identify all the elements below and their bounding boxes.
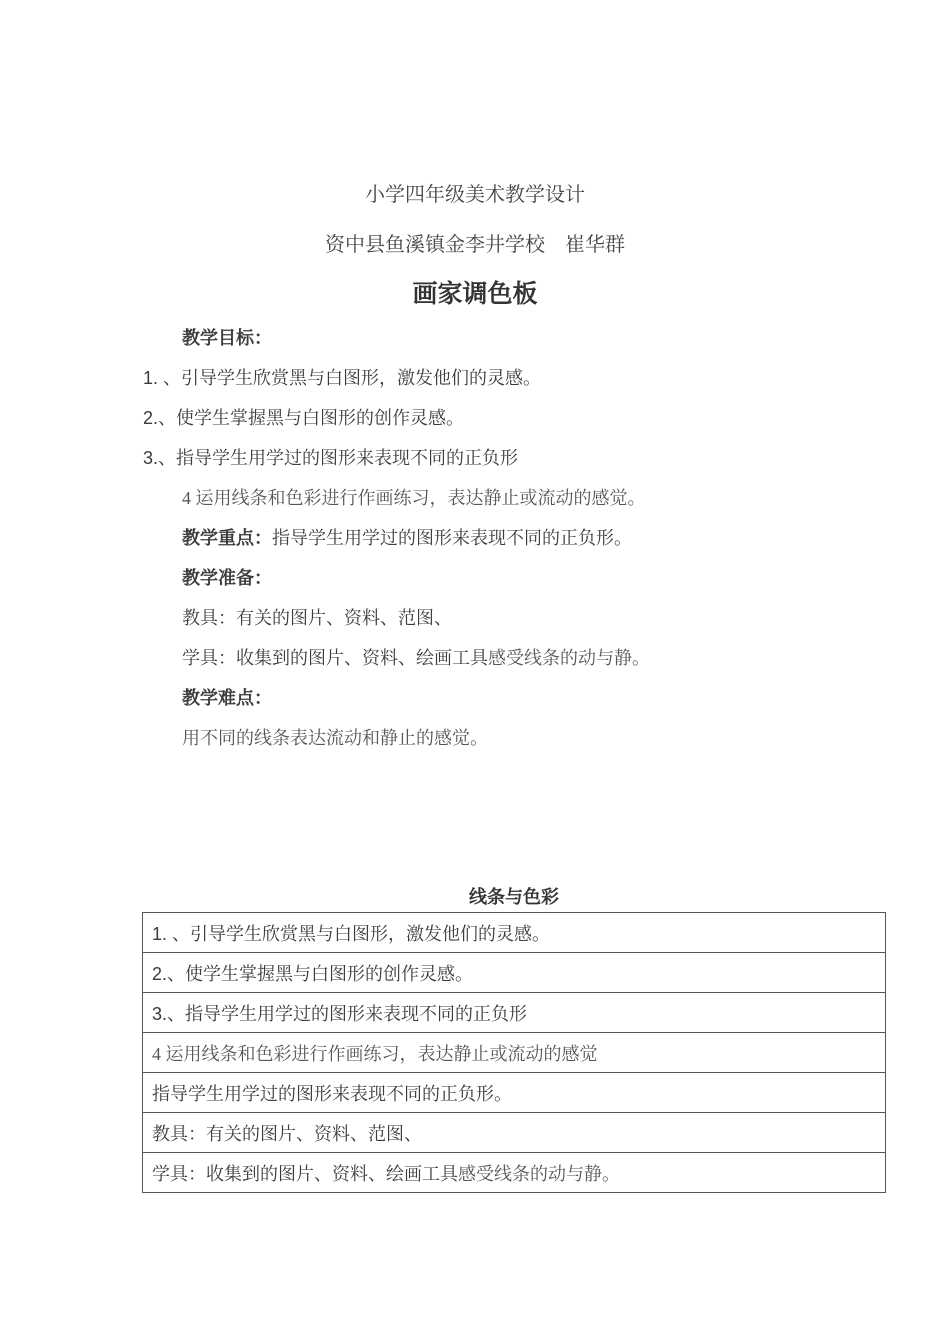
table-cell: 指导学生用学过的图形来表现不同的正负形。 <box>143 1073 886 1113</box>
objective-item-4: 4 运用线条和色彩进行作画练习，表达静止或流动的感觉。 <box>182 488 646 508</box>
table-cell: 4 运用线条和色彩进行作画练习，表达静止或流动的感觉 <box>143 1033 886 1073</box>
student-tools-tail: 感受线条的动与静。 <box>488 648 650 668</box>
table-row <box>143 1073 886 1113</box>
difficulty-heading: 教学难点： <box>182 688 272 708</box>
summary-table-title: 线条与色彩 <box>469 887 559 907</box>
table-row <box>143 993 886 1033</box>
lesson-title: 画家调色板 <box>412 280 538 308</box>
school-author: 资中县鱼溪镇金李井学校 崔华群 <box>325 234 625 256</box>
table-cell-tail: 感受线条的动与静。 <box>458 1163 620 1184</box>
table-cell: 1. 、引导学生欣赏黑与白图形，激发他们的灵感。 <box>143 913 886 953</box>
objective-item-2: 2.、使学生掌握黑与白图形的创作灵感。 <box>143 408 465 428</box>
objective-item-3: 3.、指导学生用学过的图形来表现不同的正负形 <box>143 448 519 468</box>
teacher-tools: 教具：有关的图片、资料、范图、 <box>182 608 452 628</box>
table-cell: 2.、使学生掌握黑与白图形的创作灵感。 <box>143 953 886 993</box>
summary-table <box>142 912 886 1193</box>
table-cell-text: 学具：收集到的图片、资料、绘画工具 <box>152 1163 458 1184</box>
table-cell: 教具：有关的图片、资料、范图、 <box>143 1113 886 1153</box>
table-row <box>143 913 886 953</box>
table-row <box>143 1033 886 1073</box>
student-tools <box>182 644 650 670</box>
student-tools-text: 学具：收集到的图片、资料、绘画工具 <box>182 648 488 668</box>
table-row <box>143 1113 886 1153</box>
key-point-text: 指导学生用学过的图形来表现不同的正负形。 <box>272 528 632 548</box>
key-point <box>182 524 632 550</box>
table-cell <box>143 1153 886 1193</box>
table-row <box>143 1153 886 1193</box>
objectives-heading: 教学目标： <box>182 328 272 348</box>
preparation-heading: 教学准备： <box>182 568 272 588</box>
key-point-label: 教学重点： <box>182 528 272 548</box>
table-row <box>143 953 886 993</box>
objective-item-1: 1. 、引导学生欣赏黑与白图形，激发他们的灵感。 <box>143 368 542 388</box>
table-cell: 3.、指导学生用学过的图形来表现不同的正负形 <box>143 993 886 1033</box>
grade-title: 小学四年级美术教学设计 <box>365 184 585 206</box>
difficulty-text: 用不同的线条表达流动和静止的感觉。 <box>182 728 488 748</box>
